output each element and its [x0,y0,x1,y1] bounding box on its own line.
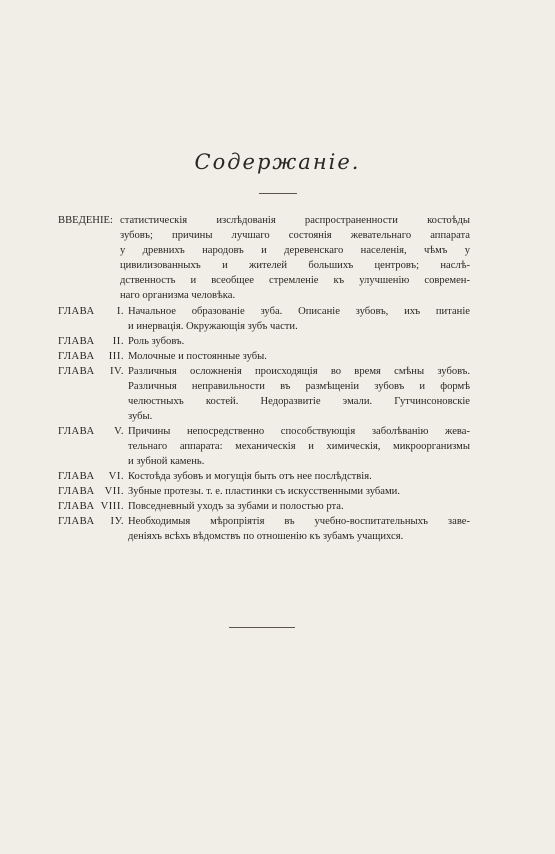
chapter-number: IV. [110,366,124,377]
toc-entry-text [128,304,470,334]
toc-line: и инервація. Окружающія зубъ части. [128,321,298,332]
toc-entry-text [128,334,470,349]
toc-entry-label [58,304,128,334]
top-divider [259,193,297,194]
toc-entry-label [58,484,128,499]
chapter-number: I. [116,306,124,317]
toc-entry-text [128,364,470,424]
toc-entry-label [58,349,128,364]
toc-line: Необходимыя мѣропріятія въ учебно-воспитательныхъ заве- [128,516,470,527]
toc-line: Повседневный уходъ за зубами и полостью рта. [128,501,344,512]
table-of-contents [58,213,470,544]
page-title: Содержаніе. [194,150,361,174]
chapter-number: II. [112,336,124,347]
toc-entry-label [58,424,128,469]
toc-entry-label [58,364,128,424]
toc-entry-text [128,349,470,364]
toc-entry-text [128,469,470,484]
toc-entry-chapter-2 [58,334,470,349]
toc-entry-label [58,499,128,514]
chapter-word: ГЛАВА [58,471,95,482]
toc-line: деніяхъ всѣхъ вѣдомствъ по отношенію къ зубамъ учащихся. [128,531,404,542]
chapter-word: ГЛАВА [58,426,95,437]
toc-line: Зубные протезы. т. е. пластинки съ искусственными зубами. [128,486,400,497]
toc-line: Молочные и постоянные зубы. [128,351,267,362]
toc-line: Различныя неправильности въ размѣщеніи зубовъ и формѣ [128,381,470,392]
toc-entry-text [128,424,470,469]
toc-line: дственность и всеобщее стремленіе къ улучшенію современ- [120,275,470,286]
toc-line: Начальное образованіе зуба. Описаніе зубовъ, ихъ питаніе [128,306,470,317]
chapter-word: ГЛАВА [58,516,95,527]
toc-line: цивилизованныхъ и жителей большихъ центровъ; наслѣ- [120,260,470,271]
toc-entry-intro [58,213,470,303]
toc-line: челюстныхъ костей. Недоразвитіе эмали. Гутчинсоновскіе [128,396,470,407]
toc-entry-text [118,213,470,303]
toc-line: наго организма человѣка. [120,290,236,301]
toc-entry-text [128,514,470,544]
toc-entry-text [128,499,470,514]
toc-line: тельнаго аппарата: механическія и химическія, микроорганизмы [128,441,470,452]
chapter-number: VII. [104,486,124,497]
chapter-number: IУ. [110,516,124,527]
toc-entry-chapter-8 [58,499,470,514]
toc-entry-label [58,469,128,484]
chapter-number: III. [108,351,124,362]
toc-line: у древнихъ народовъ и деревенскаго населенія, чѣмъ у [120,245,470,256]
toc-line: зубы. [128,411,153,422]
toc-entry-chapter-7 [58,484,470,499]
toc-entry-chapter-5 [58,424,470,469]
toc-entry-label [58,213,118,303]
toc-line: статистическія изслѣдованія распространенности костоѣды [120,215,470,226]
toc-entry-text [128,484,470,499]
intro-label: ВВЕДЕНІЕ: [58,215,113,226]
chapter-word: ГЛАВА [58,351,95,362]
bottom-divider [229,627,295,628]
chapter-number: V. [114,426,124,437]
toc-entry-chapter-1 [58,304,470,334]
chapter-number: VI. [108,471,124,482]
toc-line: и зубной камень. [128,456,205,467]
chapter-word: ГЛАВА [58,486,95,497]
toc-entry-label [58,514,128,544]
chapter-word: ГЛАВА [58,366,95,377]
chapter-word: ГЛАВА [58,336,95,347]
chapter-number: VIII. [100,501,124,512]
toc-entry-chapter-6 [58,469,470,484]
toc-entry-label [58,334,128,349]
toc-entry-chapter-9 [58,514,470,544]
toc-entry-chapter-3 [58,349,470,364]
toc-line: Роль зубовъ. [128,336,185,347]
toc-line: зубовъ; причины лучшаго состоянія жевательнаго аппарата [120,230,470,241]
toc-line: Различныя осложненія происходящія во время смѣны зубовъ. [128,366,470,377]
chapter-word: ГЛАВА [58,501,95,512]
toc-entry-chapter-4 [58,364,470,424]
toc-line: Причины непосредственно способствующія заболѣванію жева- [128,426,470,437]
chapter-word: ГЛАВА [58,306,95,317]
toc-line: Костоѣда зубовъ и могущія быть отъ нее послѣдствія. [128,471,372,482]
